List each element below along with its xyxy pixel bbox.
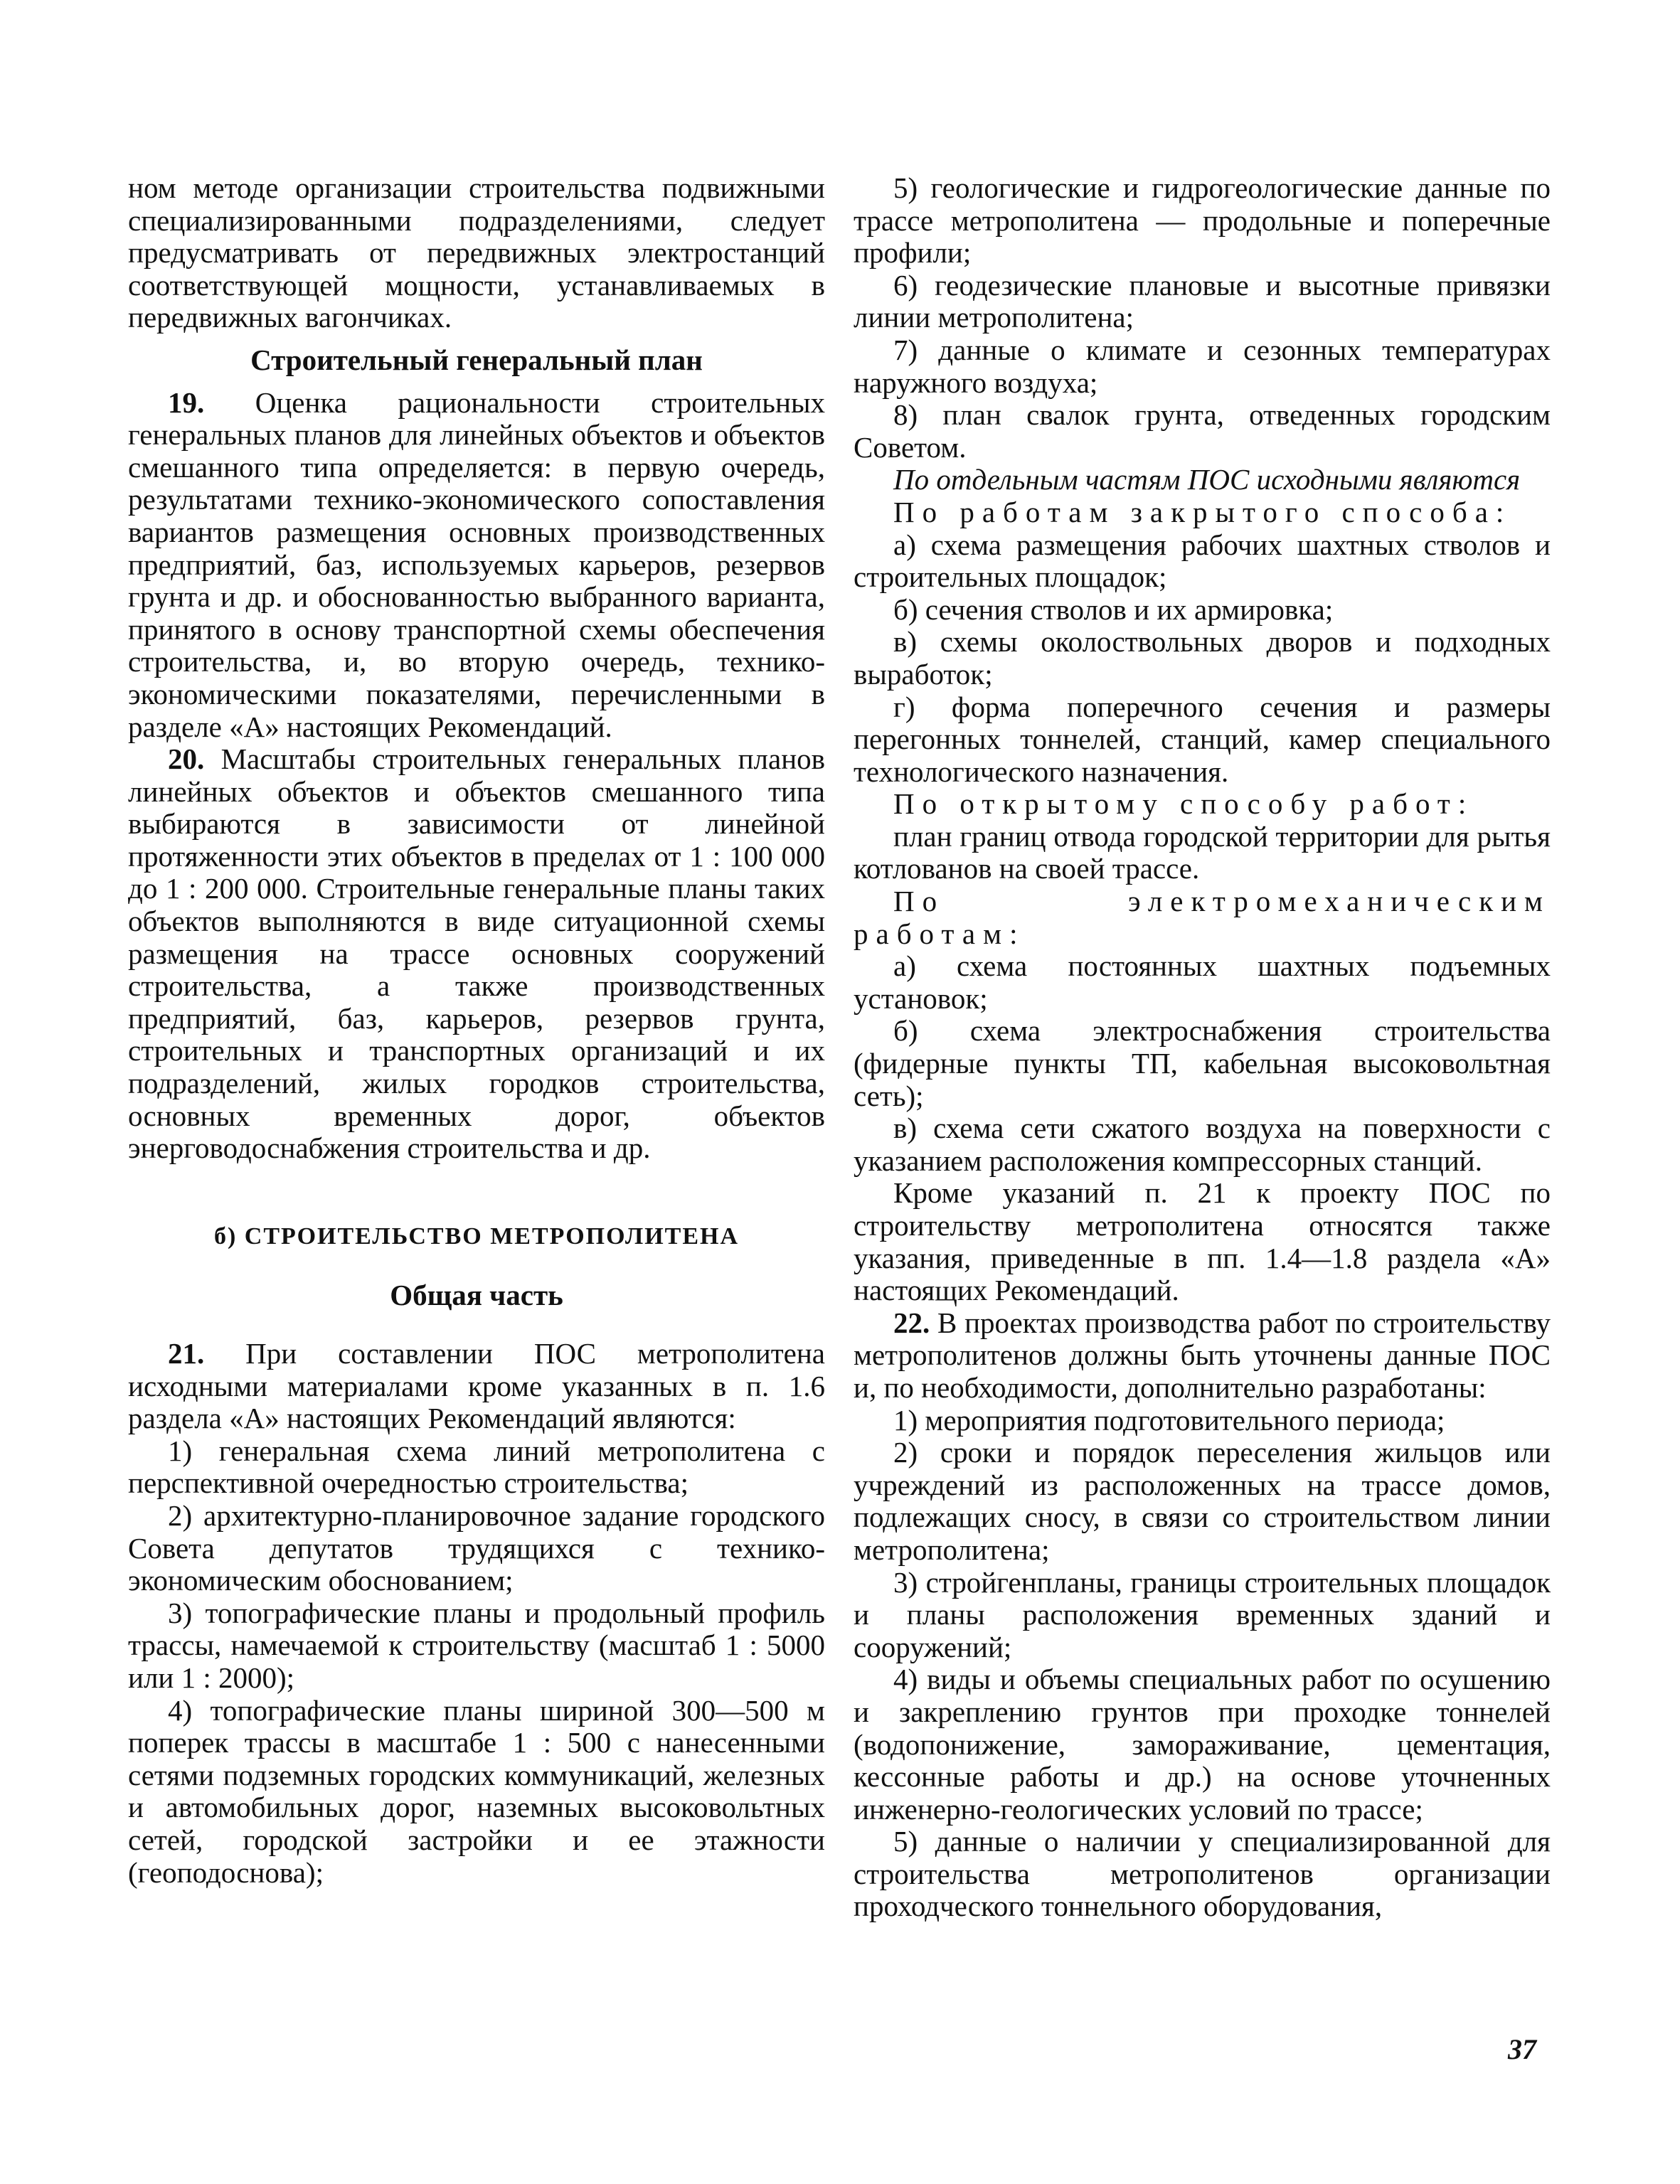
italic-intro-parts: По отдельным частям ПОС исходными являются: [893, 463, 1521, 496]
list-item: 6) геодезические плановые и высотные привязки линии метрополитена;: [854, 268, 1551, 334]
paragraph-text: Масштабы строительных генеральных планов линейных объектов и объектов смешанного типа выбираются в зависимости от линейной протяженности этих объектов в пределах от 1 : 100 000 до 1 : 200 000. Строительные генеральные планы таких объектов выполняются в виде ситуационной схемы размещения на трассе основных сооружений строительства, а также производственных предприятий, баз, карьеров, резервов грунта, строительных и транспортных организаций и их подразделений, жилых городков строительства, основных временных дорог, объектов энерговодоснабжения строительства и др.: [128, 742, 825, 1165]
list-item: 3) топографические планы и продольный профиль трассы, намечаемой к строительству (масштаб 1 : 5000 или 1 : 2000);: [128, 1596, 825, 1694]
list-item: в) схемы околоствольных дворов и подходных выработок;: [854, 625, 1551, 691]
paragraph-21: [128, 1338, 825, 1435]
list-item: г) форма поперечного сечения и размеры перегонных тоннелей, станций, камер специального технологического назначения.: [854, 690, 1551, 788]
list-item: 5) геологические и гидрогеологические данные по трассе метрополитена — продольные и поперечные профили;: [854, 171, 1551, 270]
section-heading-metro: б) СТРОИТЕЛЬСТВО МЕТРОПОЛИТЕНА: [213, 1222, 740, 1250]
left-column: [128, 172, 825, 1889]
subheading-electromechanical: По электромеханическим работам:: [854, 885, 1551, 950]
list-item: 2) архитектурно-планировочное задание городского Совета депутатов трудящихся с технико-экономическим обоснованием;: [128, 1498, 825, 1597]
list-item: 5) данные о наличии у специализированной для строительства метрополитенов организации проходческого тоннельного оборудования,: [854, 1825, 1551, 1923]
list-item: б) схема электроснабжения строительства (фидерные пункты ТП, кабельная высоковольтная сеть);: [854, 1014, 1551, 1112]
right-column: [854, 172, 1551, 1923]
paragraph-text: В проектах производства работ по строительству метрополитенов должны быть уточнены данные ПОС и, по необходимости, дополнительно разработаны:: [854, 1306, 1551, 1404]
subheading-construction-plan: Строительный генеральный план: [250, 343, 703, 376]
list-item: 2) сроки и порядок переселения жильцов или учреждений из расположенных на трассе домов, подлежащих сносу, в связи со строительством линии метрополитена;: [854, 1436, 1551, 1566]
page-number: 37: [1508, 2033, 1536, 2065]
subheading-open-method: По открытому способу работ:: [893, 787, 1474, 821]
paragraph-text: Оценка рациональности строительных генеральных планов для линейных объектов и объектов смешанного типа определяется: в первую очередь, результатами технико-экономического сопоставления вариантов размещения основных производственных предприятий, баз, используемых карьеров, резервов грунта и др. и обоснованностью выбранного варианта, принятого в основу транспортной схемы обеспечения строительства, и, во вторую очередь, технико-экономическими показателями, перечисленными в разделе «А» настоящих Рекомендаций.: [128, 385, 825, 743]
paragraph-22: [854, 1307, 1551, 1405]
subheading-general-part: Общая часть: [390, 1279, 563, 1312]
paragraph-number: 19.: [168, 385, 205, 419]
list-item: а) схема постоянных шахтных подъемных установок;: [854, 949, 1551, 1015]
list-item: б) сечения стволов и их армировка;: [893, 592, 1334, 626]
list-item: 1) мероприятия подготовительного периода;: [893, 1403, 1445, 1437]
list-item: 3) стройгенпланы, границы строительных площадок и планы расположения временных зданий и сооружений;: [854, 1565, 1551, 1663]
list-item: 4) топографические планы шириной 300—500 м поперек трассы в масштабе 1 : 500 с нанесенными сетями подземных городских коммуникаций, железных и автомобильных дорог, наземных высоковольтных сетей, городской застройки и ее этажности (геоподоснова);: [128, 1693, 825, 1889]
paragraph-number: 21.: [168, 1337, 205, 1370]
paragraph-besides: Кроме указаний п. 21 к проекту ПОС по строительству метрополитена относятся также указания, приведенные в пп. 1.4—1.8 раздела «А» настоящих Рекомендаций.: [854, 1176, 1551, 1307]
list-item: 4) виды и объемы специальных работ по осушению и закреплению грунтов при проходке тоннелей (водопонижение, замораживание, цементация, кессонные работы и др.) на основе уточненных инженерно-геологических условий по трассе;: [854, 1663, 1551, 1826]
paragraph-number: 22.: [893, 1306, 930, 1339]
list-item: 8) план свалок грунта, отведенных городским Советом.: [854, 398, 1551, 464]
paragraph-20: [128, 743, 825, 1165]
subheading-closed-method: По работам закрытого способа:: [893, 495, 1512, 528]
list-item: в) схема сети сжатого воздуха на поверхности с указанием расположения компрессорных станций.: [854, 1112, 1551, 1177]
list-item: 1) генеральная схема линий метрополитена с перспективной очередностью строительства;: [128, 1434, 825, 1500]
list-item: а) схема размещения рабочих шахтных стволов и строительных площадок;: [854, 528, 1551, 594]
paragraph-open-method: план границ отвода городской территории для рытья котлованов на своей трассе.: [854, 819, 1551, 885]
paragraph-text: При составлении ПОС метрополитена исходными материалами кроме указанных в п. 1.6 раздела «А» настоящих Рекомендаций являются:: [128, 1337, 825, 1435]
paragraph-19: [128, 387, 825, 744]
paragraph-number: 20.: [168, 742, 205, 776]
paragraph-continuation: ном методе организации строительства подвижными специализированными подразделениями, следует предусматривать от передвижных электростанций соответствующей мощности, устанавливаемых в передвижных вагончиках.: [128, 171, 825, 334]
list-item: 7) данные о климате и сезонных температурах наружного воздуха;: [854, 333, 1551, 399]
